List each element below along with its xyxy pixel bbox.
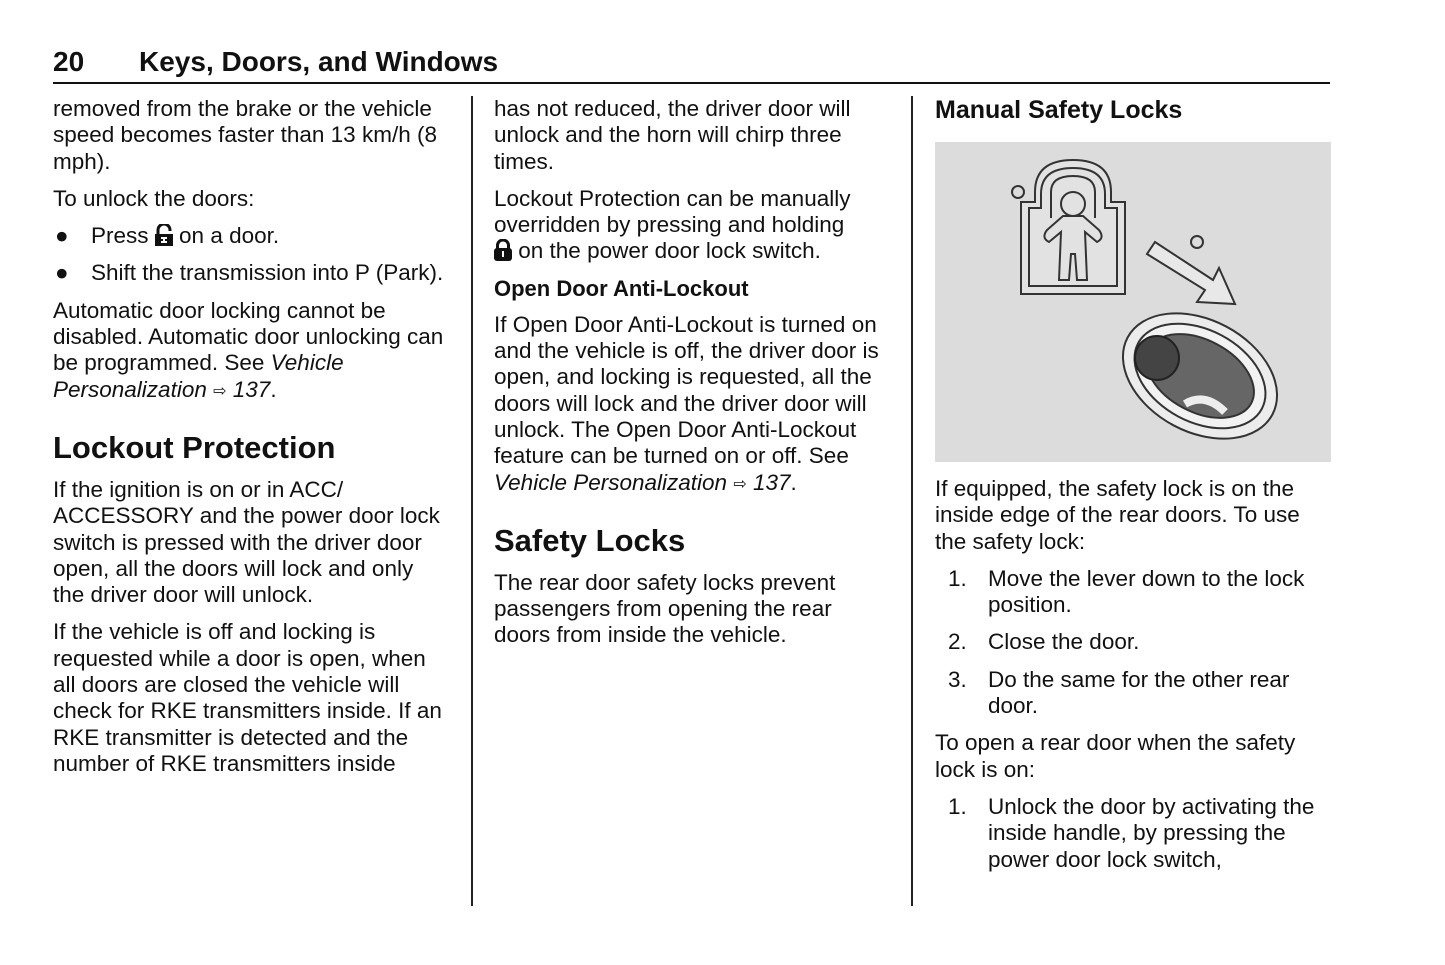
lock-icon: [494, 239, 512, 261]
paragraph: has not reduced, the driver door will unlock and the horn will chirp three times.: [494, 96, 851, 174]
section-title: Keys, Doors, and Windows: [139, 46, 499, 77]
numbered-step: 3. Do the same for the other rear door.: [948, 666, 1290, 719]
heading-lockout-protection: Lockout Protection: [53, 429, 336, 465]
numbered-step: 2. Close the door.: [948, 629, 1140, 655]
page-header: [53, 46, 1330, 84]
paragraph: removed from the brake or the vehicle speed becomes faster than 13 km/h (8 mph).: [53, 96, 437, 174]
page-reference[interactable]: 137: [232, 376, 271, 402]
page-number: 20: [53, 46, 85, 77]
heading-open-door-anti-lockout: Open Door Anti-Lockout: [494, 275, 749, 301]
paragraph: If Open Door Anti-Lockout is turned on and the vehicle is off, the driver door is open, and locking is requested, all the doors will lock and the driver door will unlock. The Open Door Anti-Lockout feature can be turned on or off. See Vehicle Personalization ⇨ 137.: [494, 311, 879, 495]
column-2: [494, 96, 894, 660]
child-lock-figure-icon: [935, 142, 1331, 462]
cross-reference-link[interactable]: Vehicle Personalization: [494, 469, 728, 495]
bullet-icon: ●: [55, 223, 69, 249]
page-reference[interactable]: 137: [753, 469, 791, 495]
unlock-icon: [155, 224, 173, 246]
safety-lock-illustration: [935, 142, 1331, 462]
paragraph: If equipped, the safety lock is on the inside edge of the rear doors. To use the safety lock:: [935, 476, 1300, 554]
bullet-item: ● Press on a door.: [55, 223, 280, 249]
paragraph: To unlock the doors:: [53, 185, 255, 211]
arrow-icon: ⇨: [733, 475, 747, 493]
paragraph: If the ignition is on or in ACC/ ACCESSORY and the power door lock switch is pressed with the driver door open, all the doors will lock and only the driver door will unlock.: [53, 476, 440, 608]
column-3: [935, 96, 1335, 884]
column-divider: [911, 96, 913, 906]
paragraph: Lockout Protection can be manually overridden by pressing and holding on the power door lock switch.: [494, 185, 851, 264]
arrow-icon: ⇨: [213, 382, 227, 400]
heading-safety-locks: Safety Locks: [494, 522, 686, 558]
column-divider: [471, 96, 473, 906]
paragraph: If the vehicle is off and locking is requested while a door is open, when all doors are closed the vehicle will check for RKE transmitters inside. If an RKE transmitter is detected and the number of RKE transmitters inside: [53, 619, 442, 776]
heading-manual-safety-locks: Manual Safety Locks: [935, 96, 1183, 124]
column-1: [53, 96, 448, 788]
paragraph: The rear door safety locks prevent passengers from opening the rear doors from inside the vehicle.: [494, 569, 836, 648]
cross-reference-link[interactable]: Vehicle Personalization: [53, 350, 344, 402]
numbered-step: 1. Move the lever down to the lock position.: [948, 565, 1305, 618]
bullet-icon: ●: [55, 260, 69, 286]
numbered-step: 1. Unlock the door by activating the inside handle, by pressing the power door lock switch,: [948, 793, 1315, 872]
bullet-item: ● Shift the transmission into P (Park).: [55, 260, 444, 286]
paragraph: Automatic door locking cannot be disabled. Automatic door unlocking can be programmed. See Vehicle Personalization ⇨ 137.: [53, 297, 444, 402]
paragraph: To open a rear door when the safety lock is on:: [935, 730, 1296, 782]
